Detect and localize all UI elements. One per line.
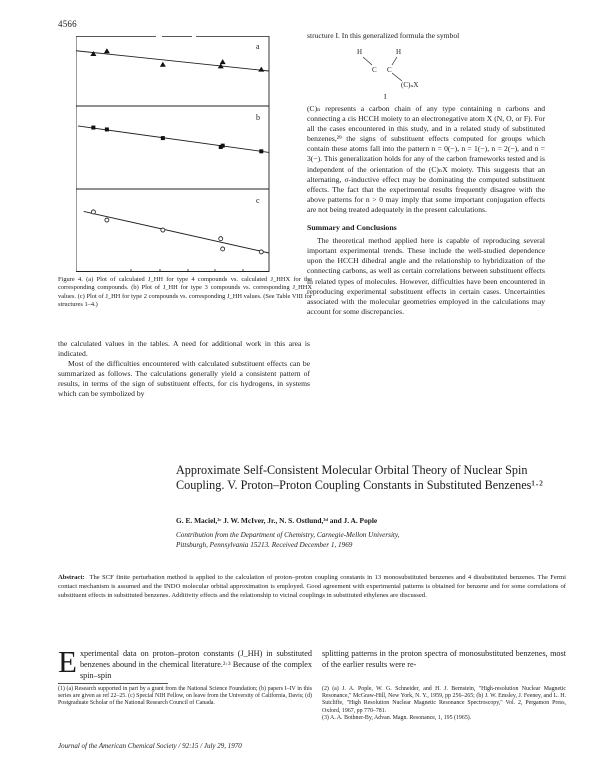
atom-h: H — [396, 48, 402, 56]
fit-line — [76, 51, 269, 71]
intro-text: xperimental data on proton–proton constants (J_HH) in substituted benzenes abound in the chemical literature.²·³ Because of the complex spin–spin — [79, 649, 312, 680]
scatter-plot-panels — [76, 36, 270, 272]
data-point-marker — [259, 149, 263, 153]
paragraph: (C)ₙ represents a carbon chain of any type containing n carbons and connecting a cis HCCH moiety to an electronegative atom X (N, O, or F). For all the cases encountered in this study, and in a related study of substituted benzenes,²⁹ the signs of substituent effects computed for groups which contain these atoms fall into the pattern n = 0(−), n = 1(−), n = 2(−), and n = 3(−). This generalization holds for any of the carbon frameworks tested and is independent of the orientation of the (C)ₙX moiety. This suggests that an alternating, σ-inductive effect may be dominating the computed substituent effects. The fact that the experimental results frequently disagree with the above patterns for n > 0 may imply that some important conjugation effects are not being treated adequately in the present calculations. — [307, 104, 545, 214]
paragraph: The theoretical method applied here is capable of reproducing several important experimental trends. These include the well-studied dependence upon the HCCH dihedral angle and the relationship to hybridization of the connecting carbons, as well as certain correlations between substituent effects in related types of molecules. However, difficulties have been encountered in reproducing experimental substituent effects in certain cases. Uncertainties associated with the molecular geometries employed in the calculations may account for some discrepancies. — [307, 236, 545, 316]
abstract-text: The SCF finite perturbation method is applied to the calculation of proton–proton coupling constants in 13 monosubstituted benzenes and 4 disubstituted benzenes. The Fermi contact mechanism is assumed and the INDO molecular orbital approximation is employed. Good agreement with experimental patterns is obtained for benzene and for some correlations of substituent effects in substituted benzenes. Additivity effects and the relationship to vicinal couplings in substituted ethylenes are discussed. — [58, 574, 566, 599]
journal-footer: Journal of the American Chemical Society / 92:15 / July 29, 1970 — [58, 742, 242, 750]
data-point-marker — [221, 247, 225, 251]
panel-label-c: c — [256, 196, 260, 205]
atom-c: C — [387, 66, 392, 74]
affiliation-line: Contribution from the Department of Chemistry, Carnegie-Mellon University, — [176, 531, 400, 539]
left-column-text — [58, 339, 310, 400]
data-point-marker — [258, 67, 264, 72]
panel-label-b: b — [256, 113, 260, 122]
data-point-marker — [259, 250, 263, 254]
data-point-marker — [160, 62, 166, 67]
bond-lines — [357, 47, 497, 97]
received-line: Pittsburgh, Pennsylvania 15213. Received December 1, 1969 — [176, 540, 353, 549]
drop-cap: E — [58, 644, 77, 679]
article-authors: G. E. Maciel,³ᶜ J. W. McIver, Jr., N. S. Ostlund,³ᵈ and J. A. Pople — [176, 516, 378, 525]
footnotes-left: (1) (a) Research supported in part by a grant from the National Science Foundation; (b) papers I–IV in this series are given as ref 22–25. (c) Special NIH Fellow, on leave from the University of California, Davis; (d) Postgraduate Scholar of the National Research Council of Canada. — [58, 686, 312, 707]
atom-c: C — [372, 66, 377, 74]
intro-left — [58, 644, 312, 681]
data-point-marker — [220, 59, 226, 64]
article-title: Approximate Self-Consistent Molecular Orbital Theory of Nuclear Spin Coupling. V. Proton–Proton Coupling Constants in Substituted Benzenes¹·² — [176, 463, 543, 492]
data-point-marker — [161, 136, 165, 140]
abstract-label: Abstract: — [58, 574, 85, 581]
data-point-marker — [104, 48, 110, 53]
section-heading: Summary and Conclusions — [307, 223, 397, 233]
data-point-marker — [221, 144, 225, 148]
footnote-divider — [58, 683, 168, 684]
paragraph: Most of the difficulties encountered with calculated substituent effects can be summarized as follows. The calculations generally yield a consistent pattern of results, in terms of the sign of substituent effects, for cis hydrogens, in systems which can be symbolized by — [58, 359, 310, 399]
right-column-lead: structure I. In this generalized formula the symbol — [307, 31, 460, 40]
paragraph: the calculated values in the tables. A need for additional work in this area is indicated. — [58, 339, 310, 359]
footnote: (2) (a) J. A. Pople, W. G. Schneider, and H. J. Bernstein, "High-resolution Nuclear Magnetic Resonance," McGraw-Hill, New York, N. Y., 1959, pp 256–265; (b) J. W. Emsley, J. Feeney, and L. H. Sutcliffe, "High Resolution Nuclear Magnetic Resonance Spectroscopy," Vol. 2, Pergamon Press, Oxford, 1967, pp 770–781. — [322, 686, 566, 714]
data-point-marker — [161, 228, 165, 232]
figure-caption: Figure 4. (a) Plot of calculated J_HH for type 4 compounds vs. calculated J_HHX for the corresponding compounds. (b) Plot of J_HH for type 3 compounds vs. corresponding J_HHX values. (c) Plot of J_HH for type 2 compounds vs. corresponding J_HH values. (See Table VIII for structures 1–4.) — [58, 276, 312, 308]
structure-label: I — [384, 93, 387, 101]
data-point-marker — [90, 51, 96, 56]
abstract — [58, 574, 566, 600]
data-point-marker — [91, 210, 95, 214]
article-affiliation — [176, 531, 556, 550]
footnote: (3) A. A. Bothner-By, Advan. Magn. Resonance, 1, 195 (1965). — [322, 714, 472, 721]
data-point-marker — [105, 218, 109, 222]
data-point-marker — [219, 237, 223, 241]
data-point-marker — [91, 126, 95, 130]
data-point-marker — [105, 127, 109, 131]
structure-I-diagram — [357, 47, 497, 101]
atom-h: H — [357, 48, 363, 56]
footnotes-right — [322, 686, 566, 722]
panel-label-a: a — [256, 42, 260, 51]
figure-4-chart — [76, 36, 270, 272]
intro-right: splitting patterns in the proton spectra of monosubstituted benzenes, most of the earlier results were re- — [322, 649, 566, 669]
right-column-text — [307, 104, 545, 317]
substituent-group: (C)ₙX — [401, 81, 419, 89]
page-number: 4566 — [58, 19, 77, 29]
fit-line — [84, 211, 269, 253]
